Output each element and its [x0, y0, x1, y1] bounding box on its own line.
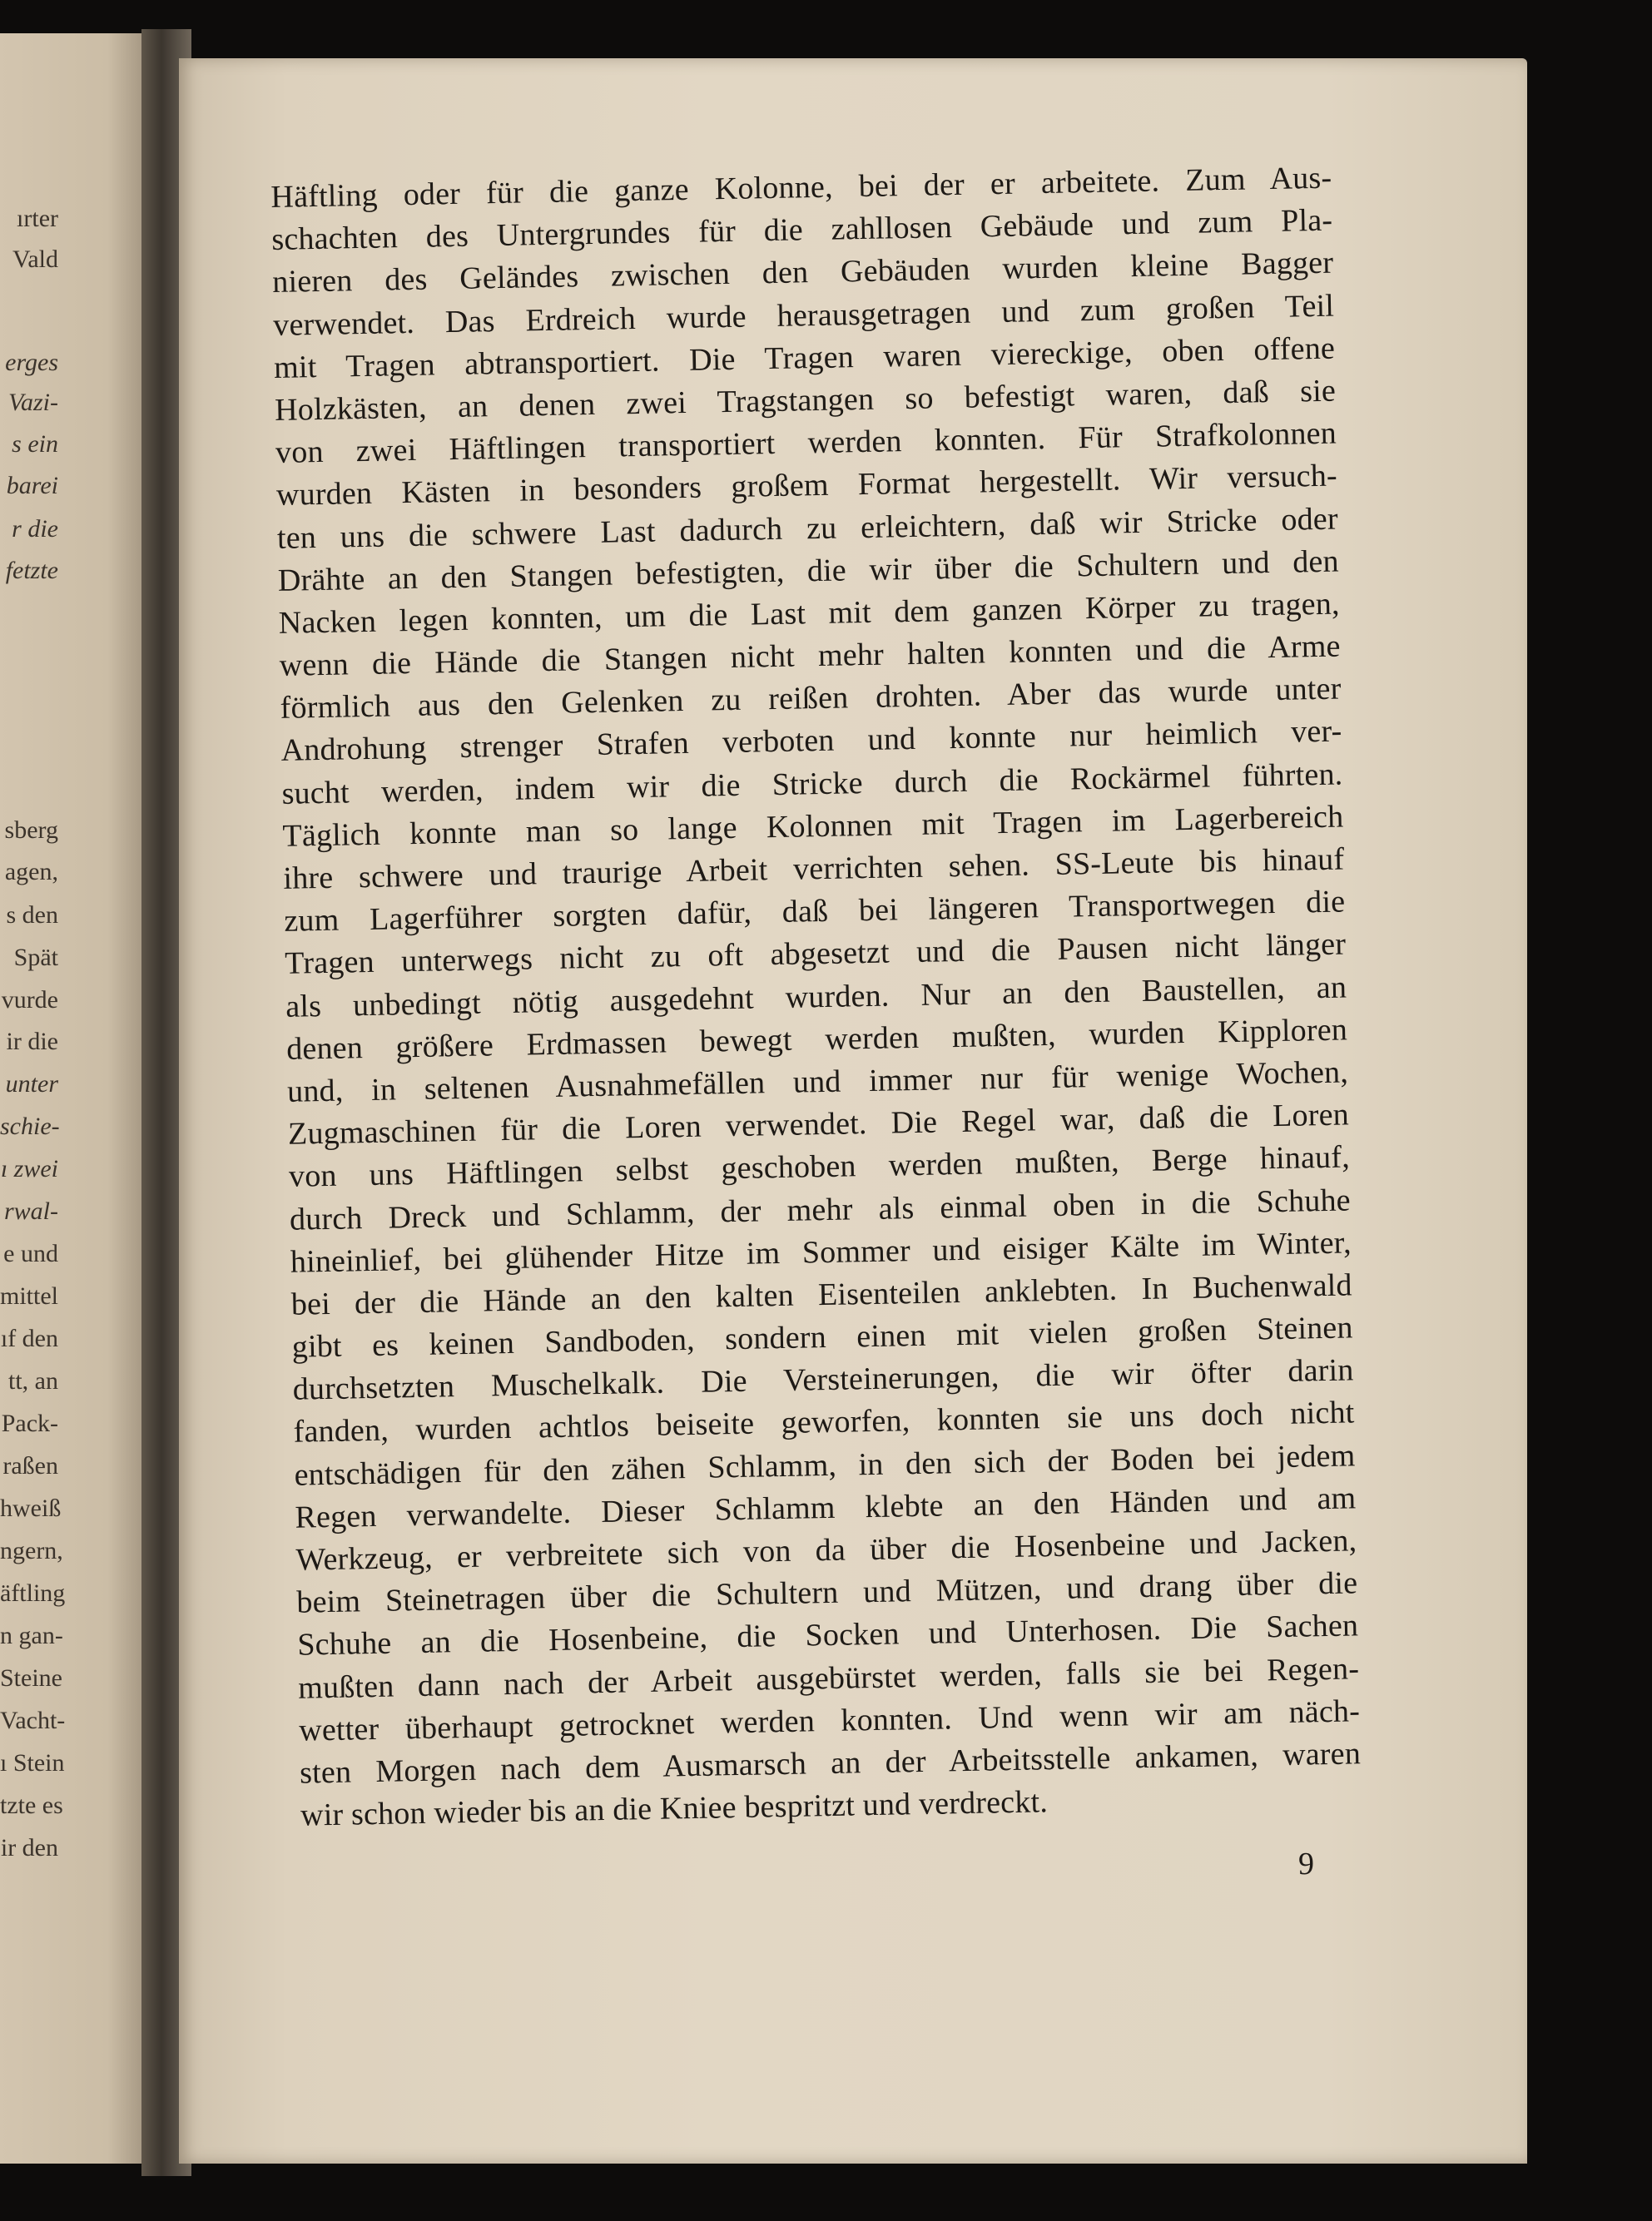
- text-line: Schuhe an die Hosenbeine, die Socken und Unterhosen. Die Sachen: [296, 1608, 1359, 1663]
- text-line: ten uns die schwere Last dadurch zu erleichtern, daß wir Stricke oder: [276, 501, 1339, 556]
- text-line: hineinlief, bei glühender Hitze im Sommer und eisiger Kälte im Winter,: [290, 1225, 1352, 1280]
- previous-page-text: [0, 33, 154, 2164]
- previous-page-fragment: agen,: [4, 858, 58, 885]
- previous-page-fragment: Pack-: [1, 1410, 58, 1437]
- previous-page-fragment: Vald: [12, 245, 58, 273]
- previous-page-fragment: ir die: [6, 1028, 58, 1055]
- text-line: Häftling oder für die ganze Kolonne, bei der er arbeitete. Zum Aus-: [270, 160, 1332, 215]
- text-line: wir schon wieder bis an die Kniee bespritzt und verdreckt.: [300, 1784, 1049, 1833]
- text-line: ihre schwere und traurige Arbeit verrichten sehen. SS-Leute bis hinauf: [283, 841, 1345, 896]
- previous-page-fragment: schie-: [0, 1113, 60, 1140]
- previous-page-fragment: tzte es: [0, 1792, 63, 1819]
- previous-page-fragment: Steine: [0, 1664, 62, 1692]
- text-line: Zugmaschinen für die Loren verwendet. Die Regel war, daß die Loren: [287, 1097, 1350, 1152]
- text-line: Androhung strenger Strafen verboten und konnte nur heimlich ver-: [280, 713, 1342, 769]
- text-line: sten Morgen nach dem Ausmarsch an der Arbeitsstelle ankamen, waren: [299, 1736, 1362, 1791]
- text-line: verwendet. Das Erdreich wurde herausgetragen und zum großen Teil: [272, 288, 1335, 343]
- page-number: 9: [1298, 1847, 1314, 1881]
- text-line: gibt es keinen Sandboden, sondern einen mit vielen großen Steinen: [291, 1310, 1353, 1365]
- text-line: von zwei Häftlingen transportiert werden konnten. Für Strafkolonnen: [275, 415, 1337, 471]
- text-line: bei der die Hände an den kalten Eisenteilen anklebten. In Buchenwald: [290, 1267, 1353, 1322]
- previous-page-fragment: ı zwei: [0, 1155, 58, 1182]
- previous-page-fragment: Vazi-: [8, 389, 58, 416]
- previous-page-fragment: s ein: [12, 430, 58, 458]
- previous-page-fragment: hweiß: [0, 1495, 62, 1522]
- previous-page-fragment: fetzte: [5, 557, 58, 584]
- text-line: Werkzeug, er verbreitete sich von da über die Hosenbeine und Jacken,: [295, 1523, 1357, 1578]
- previous-page-fragment: n gan-: [0, 1622, 63, 1649]
- text-line: Nacken legen konnten, um die Last mit dem ganzen Körper zu tragen,: [278, 586, 1341, 641]
- previous-page-fragment: vurde: [1, 986, 58, 1014]
- text-line: wenn die Hände die Stangen nicht mehr halten konnten und die Arme: [279, 628, 1341, 683]
- previous-page-fragment: tt, an: [8, 1367, 58, 1395]
- previous-page-fragment: raßen: [2, 1452, 58, 1480]
- previous-page-fragment: ngern,: [0, 1537, 63, 1564]
- text-line: denen größere Erdmassen bewegt werden mußten, wurden Kipploren: [285, 1012, 1348, 1067]
- previous-page-fragment: mittel: [0, 1282, 58, 1310]
- text-line: mit Tragen abtransportiert. Die Tragen waren viereckige, oben offene: [273, 330, 1336, 385]
- previous-page-fragment: sberg: [4, 816, 58, 844]
- text-line: Holzkästen, an denen zwei Tragstangen so befestigt waren, daß sie: [274, 373, 1337, 428]
- text-line: zum Lagerführer sorgten dafür, daß bei längeren Transportwegen die: [284, 884, 1346, 939]
- text-line: sucht werden, indem wir die Stricke durch die Rockärmel führten.: [281, 756, 1343, 811]
- text-line: schachten des Untergrundes für die zahllosen Gebäude und zum Pla-: [271, 202, 1333, 258]
- text-line: und, in seltenen Ausnahmefällen und immer nur für wenige Wochen,: [286, 1054, 1349, 1109]
- previous-page-fragment: s den: [6, 901, 58, 929]
- previous-page-fragment: Spät: [13, 944, 58, 971]
- previous-page-fragment: ı Stein: [0, 1749, 65, 1777]
- previous-page-fragment: e und: [3, 1240, 58, 1267]
- text-line: Täglich konnte man so lange Kolonnen mit Tragen im Lagerbereich: [282, 799, 1344, 854]
- previous-page-fragment: rwal-: [3, 1197, 58, 1225]
- text-line: als unbedingt nötig ausgedehnt wurden. Nur an den Baustellen, an: [285, 969, 1347, 1024]
- text-line: Tragen unterwegs nicht zu oft abgesetzt und die Pausen nicht länger: [284, 926, 1347, 982]
- text-line: Drähte an den Stangen befestigten, die wir über die Schultern und den: [277, 543, 1340, 598]
- previous-page: [0, 33, 154, 2164]
- previous-page-fragment: ırter: [17, 205, 58, 232]
- previous-page-fragment: Vacht-: [0, 1707, 66, 1734]
- previous-page-fragment: barei: [6, 472, 58, 499]
- text-line: entschädigen für den zähen Schlamm, in den sich der Boden bei jedem: [294, 1438, 1356, 1493]
- text-line: durchsetzten Muschelkalk. Die Versteinerungen, die wir öfter darin: [292, 1352, 1354, 1408]
- text-line: durch Dreck und Schlamm, der mehr als einmal oben in die Schuhe: [289, 1182, 1352, 1237]
- text-line: von uns Häftlingen selbst geschoben werden mußten, Berge hinauf,: [288, 1139, 1351, 1195]
- previous-page-fragment: ir den: [0, 1834, 58, 1862]
- text-line: mußten dann nach der Arbeit ausgebürstet werden, falls sie bei Regen-: [297, 1650, 1360, 1706]
- text-line: nieren des Geländes zwischen den Gebäuden wurden kleine Bagger: [271, 245, 1334, 300]
- previous-page-fragment: ıf den: [0, 1325, 58, 1352]
- text-line: fanden, wurden achtlos beiseite geworfen, konnten sie uns doch nicht: [293, 1395, 1355, 1450]
- previous-page-fragment: äftling: [0, 1579, 66, 1607]
- previous-page-fragment: r die: [12, 515, 58, 543]
- text-line: förmlich aus den Gelenken zu reißen drohten. Aber das wurde unter: [280, 671, 1342, 726]
- text-line: wurden Kästen in besonders großem Format hergestellt. Wir versuch-: [275, 458, 1338, 513]
- text-line: wetter überhaupt getrocknet werden konnten. Und wenn wir am näch-: [298, 1693, 1361, 1748]
- text-line: Regen verwandelte. Dieser Schlamm klebte an den Händen und am: [295, 1480, 1357, 1535]
- page-body-text: [270, 157, 1362, 1837]
- previous-page-fragment: erges: [5, 349, 58, 376]
- previous-page-fragment: unter: [5, 1070, 58, 1098]
- text-line: beim Steinetragen über die Schultern und Mützen, und drang über die: [296, 1565, 1358, 1620]
